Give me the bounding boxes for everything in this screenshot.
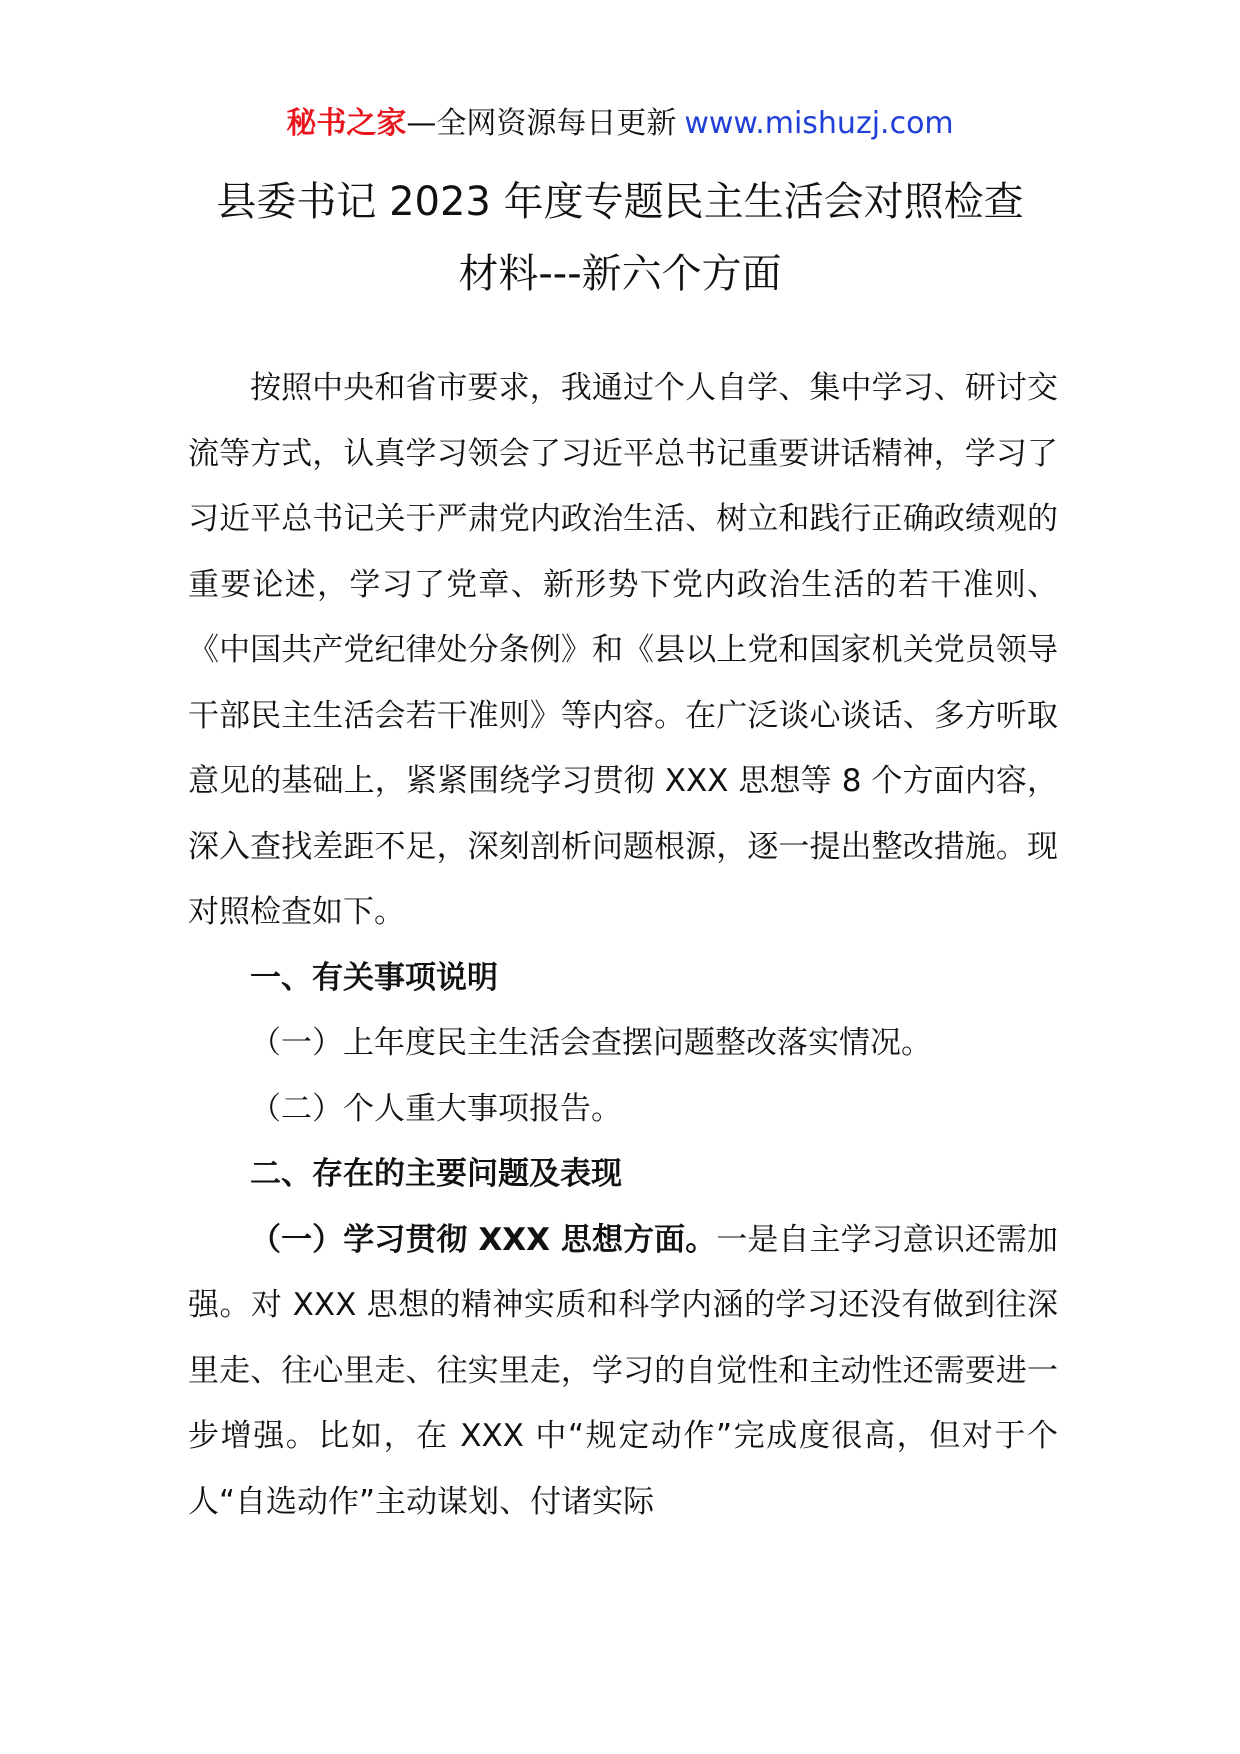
brand-name: 秘书之家 [286, 106, 407, 141]
site-header [0, 102, 1240, 146]
site-url-link[interactable]: www.mishuzj.com [684, 106, 954, 141]
brand-tagline: —全网资源每日更新 [406, 106, 677, 141]
section-2-sub-1-lead: （一）学习贯彻 XXX 思想方面。 [250, 1221, 717, 1258]
section-2-sub-1-paragraph [188, 1208, 1058, 1536]
document-body [188, 356, 1058, 1535]
section-1-heading: 一、有关事项说明 [250, 959, 498, 996]
section-2-heading: 二、存在的主要问题及表现 [250, 1156, 622, 1192]
section-1-item-2: （二）个人重大事项报告。 [250, 1090, 622, 1127]
document-title [0, 166, 1240, 310]
section-1-item-1: （一）上年度民主生活会查摆问题整改落实情况。 [250, 1025, 932, 1061]
section-2-sub-1-text: 一是自主学习意识还需加强。对 XXX 思想的精神实质和科学内涵的学习还没有做到往深里走、往心里走、往实里走，学习的自觉性和主动性还需要进一步增强。比如，在 XXX 中“规定动作”完成度很高，但对于个人“自选动作”主动谋划、付诸实际 [188, 1221, 1058, 1520]
intro-paragraph: 按照中央和省市要求，我通过个人自学、集中学习、研讨交流等方式，认真学习领会了习近平总书记重要讲话精神，学习了习近平总书记关于严肃党内政治生活、树立和践行正确政绩观的重要论述，学习了党章、新形势下党内政治生活的若干准则、《中国共产党纪律处分条例》和《县以上党和国家机关党员领导干部民主生活会若干准则》等内容。在广泛谈心谈话、多方听取意见的基础上，紧紧围绕学习贯彻 XXX 思想等 8 个方面内容，深入查找差距不足，深刻剖析问题根源，逐一提出整改措施。现对照检查如下。 [188, 370, 1058, 930]
title-line-2: 材料---新六个方面 [458, 251, 782, 297]
title-line-1: 县委书记 2023 年度专题民主生活会对照检查 [216, 179, 1024, 225]
